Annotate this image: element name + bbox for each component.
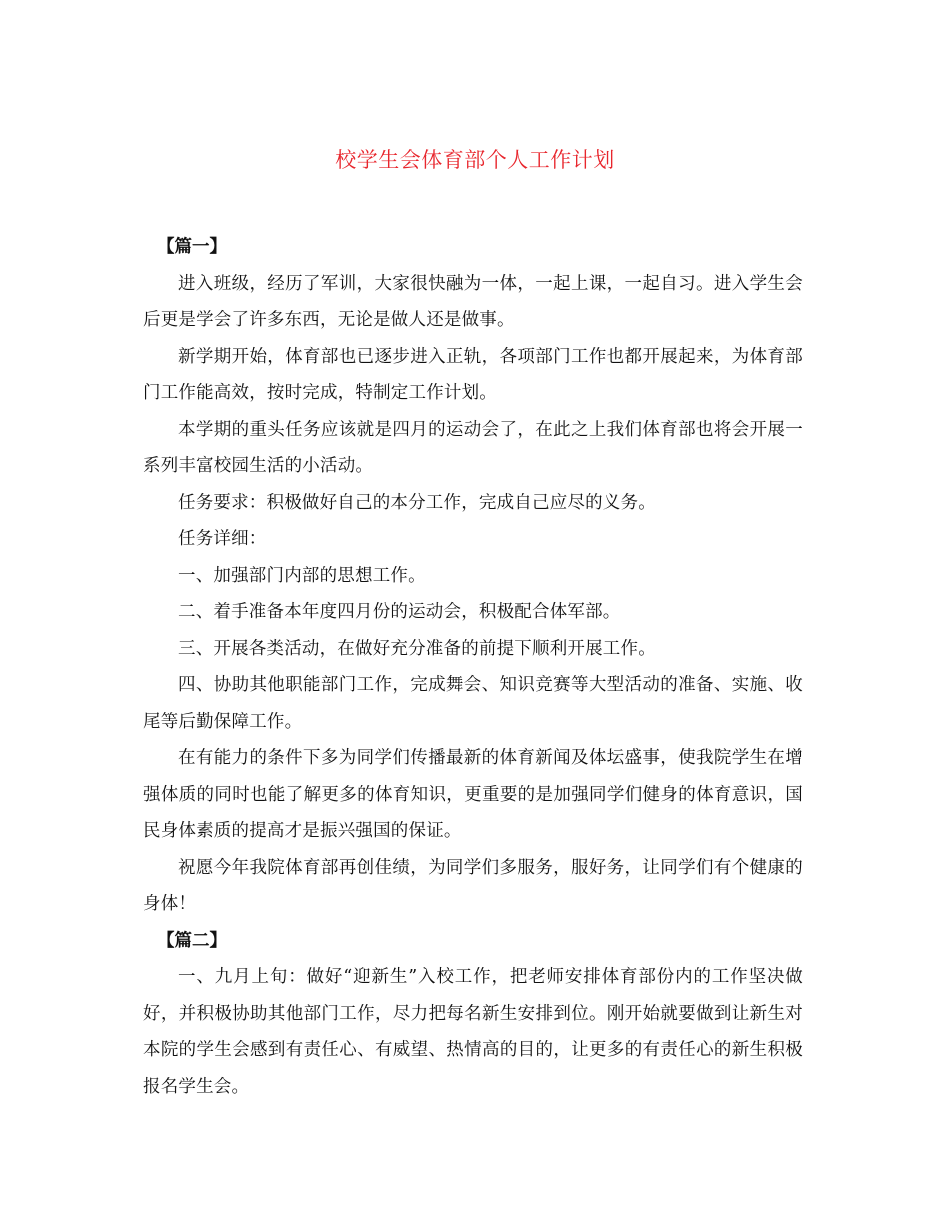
section-heading-1: 【篇一】	[157, 237, 227, 257]
paragraph: 在有能力的条件下多为同学们传播最新的体育新闻及体坛盛事，使我院学生在增强体质的同时也能了解更多的体育知识，更重要的是加强同学们健身的体育意识，国民身体素质的提高才是振兴强国的保证。	[143, 748, 803, 841]
list-item: 二、着手准备本年度四月份的运动会，积极配合体军部。	[178, 602, 621, 622]
list-item: 三、开展各类活动，在做好充分准备的前提下顺利开展工作。	[178, 638, 656, 659]
paragraph: 祝愿今年我院体育部再创佳绩，为同学们多服务，服好务，让同学们有个健康的身体！	[143, 857, 803, 914]
paragraph: 一、九月上旬：做好“迎新生”入校工作，把老师安排体育部份内的工作坚决做好，并积极协助其他部门工作，尽力把每名新生安排到位。刚开始就要做到让新生对本院的学生会感到有责任心、有威望、热情高的目的，让更多的有责任心的新生积极报名学生会。	[143, 967, 803, 1097]
list-item: 四、协助其他职能部门工作，完成舞会、知识竞赛等大型活动的准备、实施、收尾等后勤保障工作。	[143, 675, 803, 732]
section-heading-2: 【篇二】	[157, 930, 227, 951]
paragraph: 任务要求：积极做好自己的本分工作，完成自己应尽的义务。	[178, 492, 656, 513]
list-item: 一、加强部门内部的思想工作。	[178, 565, 426, 586]
paragraph: 本学期的重头任务应该就是四月的运动会了，在此之上我们体育部也将会开展一系列丰富校园生活的小活动。	[143, 419, 803, 476]
paragraph: 新学期开始，体育部也已逐步进入正轨，各项部门工作也都开展起来，为体育部门工作能高效，按时完成，特制定工作计划。	[143, 346, 803, 403]
paragraph: 任务详细：	[178, 529, 267, 549]
document-title: 校学生会体育部个人工作计划	[335, 148, 615, 172]
paragraph: 进入班级，经历了军训，大家很快融为一体，一起上课，一起自习。进入学生会后更是学会了许多东西，无论是做人还是做事。	[143, 273, 803, 330]
document-body	[143, 229, 803, 1105]
